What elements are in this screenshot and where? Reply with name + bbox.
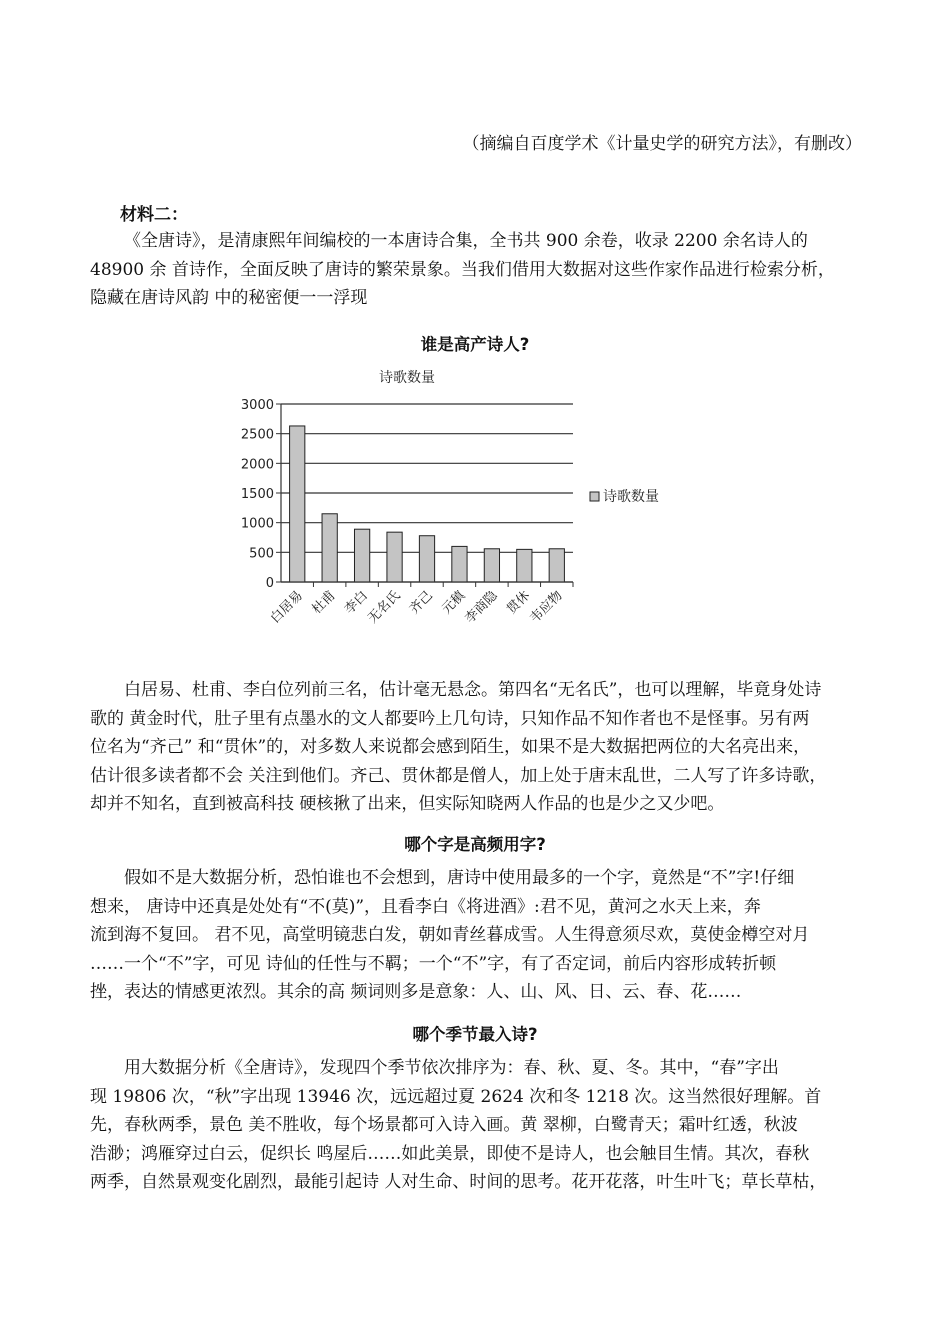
source-note: （摘编自百度学术《计量史学的研究方法》，有删改）	[462, 134, 862, 154]
x-tick-label: 李商隐	[462, 588, 501, 627]
bar	[387, 532, 402, 582]
para-line: 现 19806 次，“秋”字出现 13946 次，远远超过夏 2624 次和冬 1218 次。这当然很好理解。首	[90, 1086, 822, 1107]
bar	[517, 549, 532, 582]
bar	[290, 426, 305, 582]
section-title-poets: 谁是高产诗人?	[420, 335, 530, 354]
legend-swatch	[590, 492, 599, 501]
bar	[354, 529, 369, 582]
para-line: 两季，自然景观变化剧烈，最能引起诗 人对生命、时间的思考。花开花落，叶生叶飞；草长草枯，	[90, 1172, 827, 1193]
para-line: 用大数据分析《全唐诗》，发现四个季节依次排序为：春、秋、夏、冬。其中，“春”字出	[124, 1058, 779, 1078]
x-tick-label: 杜甫	[309, 588, 339, 618]
x-tick-label: 贯休	[504, 588, 534, 618]
para-line: 先，春秋两季，景色 美不胜收，每个场景都可入诗入画。黄 翠柳，白鹭青天；霜叶红透，秋波	[90, 1115, 798, 1136]
section-title-seasons: 哪个季节最入诗?	[412, 1025, 538, 1044]
y-tick-label: 500	[249, 546, 274, 562]
paragraph-seasons	[90, 1054, 870, 1197]
poem-count-chart	[228, 362, 698, 652]
para-line: 想来， 唐诗中还真是处处有“不(莫)”，且看李白《将进酒》:君不见，黄河之水天上来，奔	[90, 896, 761, 917]
bar-chart-svg	[228, 362, 698, 652]
x-tick-label: 无名氏	[365, 588, 404, 627]
legend-label: 诗歌数量	[603, 489, 659, 505]
y-tick-label: 1000	[240, 516, 274, 532]
y-tick-label: 2500	[240, 427, 274, 443]
para-line: 位名为“齐己” 和“贯休”的，对多数人来说都会感到陌生，如果不是大数据把两位的大名亮出来，	[90, 737, 811, 758]
intro-paragraph	[90, 227, 870, 313]
section-title-words: 哪个字是高频用字?	[404, 835, 546, 854]
para-line: 假如不是大数据分析，恐怕谁也不会想到，唐诗中使用最多的一个字，竟然是“不”字!仔细	[124, 868, 795, 888]
bar	[419, 536, 434, 582]
y-tick-label: 3000	[240, 398, 274, 413]
paragraph-words	[90, 864, 870, 1007]
para-line: 白居易、杜甫、李白位列前三名，估计毫无悬念。第四名“无名氏”，也可以理解，毕竟身处诗	[124, 680, 822, 700]
para-line: 估计很多读者都不会 关注到他们。齐己、贯休都是僧人，加上处于唐末乱世，二人写了许多诗歌，	[90, 765, 827, 786]
x-tick-label: 韦应物	[527, 588, 566, 627]
intro-line: 隐藏在唐诗风韵 中的秘密便一一浮现	[90, 288, 368, 309]
x-tick-label: 元稹	[439, 588, 469, 618]
x-tick-label: 齐己	[406, 588, 436, 618]
bar	[549, 549, 564, 582]
para-line: 挫，表达的情感更浓烈。其余的高 频词则多是意象：人、山、风、日、云、春、花……	[90, 982, 742, 1003]
y-tick-label: 1500	[240, 487, 274, 502]
bar	[322, 514, 337, 582]
intro-line: 《全唐诗》，是清康熙年间编校的一本唐诗合集，全书共 900 余卷，收录 2200 余名诗人的	[124, 231, 808, 251]
paragraph-poets	[90, 676, 870, 819]
para-line: 却并不知名，直到被高科技 硬核揪了出来，但实际知晓两人作品的也是少之又少吧。	[90, 794, 725, 815]
x-tick-label: 李白	[341, 588, 371, 618]
material-heading: 材料二：	[120, 205, 188, 225]
bar	[452, 546, 467, 582]
bar	[484, 549, 499, 582]
para-line: 歌的 黄金时代，肚子里有点墨水的文人都要吟上几句诗，只知作品不知作者也不是怪事。另有两	[90, 708, 810, 729]
y-tick-label: 0	[265, 576, 274, 591]
intro-line: 48900 余 首诗作，全面反映了唐诗的繁荣景象。当我们借用大数据对这些作家作品进行检索分析，	[90, 259, 835, 280]
para-line: 流到海不复回。 君不见，高堂明镜悲白发，朝如青丝暮成雪。人生得意须尽欢，莫使金樽空对月	[90, 925, 810, 946]
y-tick-label: 2000	[240, 457, 274, 473]
chart-title: 诗歌数量	[379, 370, 435, 386]
para-line: ……一个“不”字，可见 诗仙的任性与不羁；一个“不”字，有了否定词，前后内容形成转折顿	[90, 953, 777, 974]
para-line: 浩渺；鸿雁穿过白云，促织长 鸣屋后……如此美景，即使不是诗人，也会触目生情。其次，春秋	[90, 1143, 810, 1164]
x-tick-label: 白居易	[267, 588, 307, 627]
